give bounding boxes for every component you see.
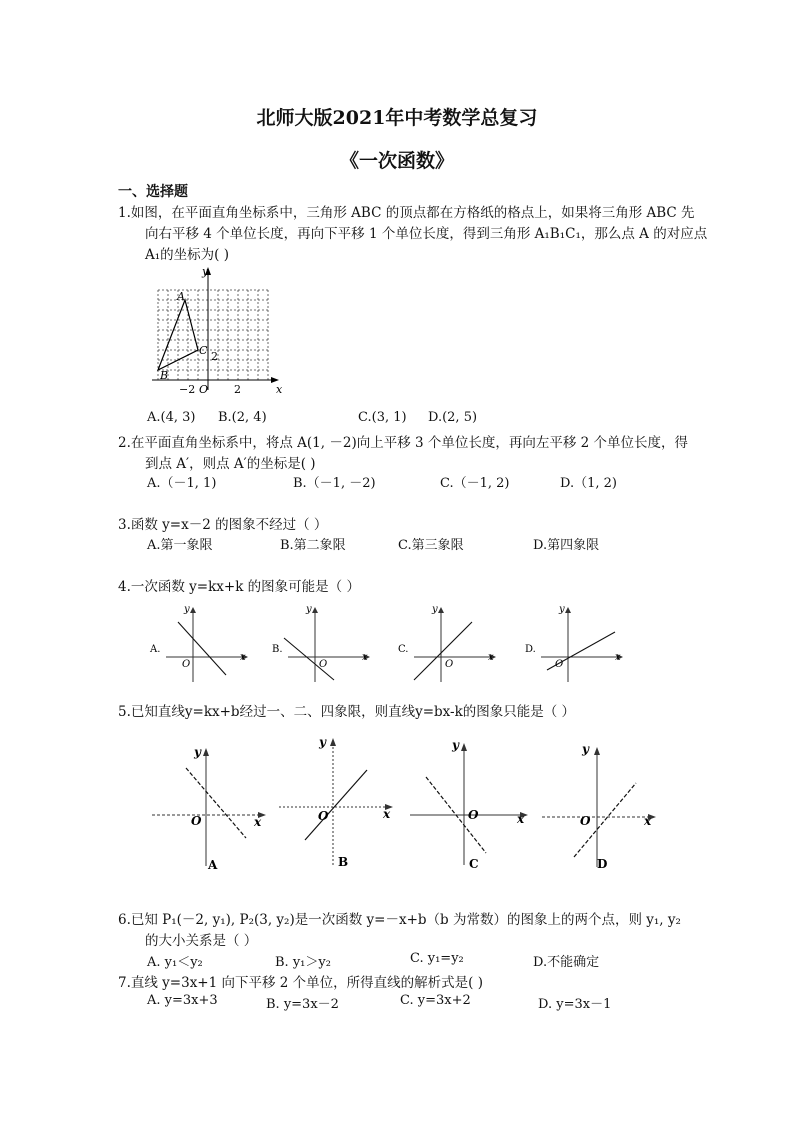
q1-text-line2: 向右平移 4 个单位长度，再向下平移 1 个单位长度，得到三角形 A₁B₁C₁，那么点 A 的对应点 [145, 226, 708, 242]
svg-text:y: y [319, 735, 326, 749]
svg-text:x: x [383, 807, 391, 821]
svg-text:y: y [582, 742, 589, 756]
q3-option-a: A.第一象限 [147, 538, 213, 553]
q2-option-a: A.（－1, 1) [147, 476, 217, 491]
q6-text-line2: 的大小关系是（ ） [145, 933, 258, 949]
q6-option-d: D.不能确定 [533, 955, 600, 970]
svg-text:x: x [488, 652, 494, 663]
svg-text:x: x [615, 652, 621, 663]
q5-graph-c-label: C [469, 857, 479, 871]
q5-graph-d-label: D [597, 857, 608, 871]
q4-graph-d-label: D. [525, 644, 536, 655]
svg-text:O: O [580, 814, 591, 828]
q4-graph-b [270, 600, 380, 688]
svg-text:y: y [452, 738, 459, 752]
q1-grid-figure [150, 262, 290, 397]
q1-point-b: B [160, 369, 169, 382]
q5-graph-a-label: A [208, 858, 218, 872]
q1-option-d: D.(2, 5) [428, 410, 478, 425]
q1-grid-lines [158, 290, 268, 380]
svg-text:x: x [362, 652, 368, 663]
q4-graph-b-label: B. [272, 644, 283, 655]
svg-text:O: O [445, 659, 454, 670]
page-subtitle: 《一次函数》 [339, 150, 454, 172]
svg-text:x: x [517, 812, 525, 826]
q5-text-line1: 5.已知直线y=kx+b经过一、二、四象限，则直线y=bx-k的图象只能是（ ） [118, 704, 576, 720]
q7-option-c: C. y=3x+2 [400, 993, 471, 1008]
q7-option-d: D. y=3x－1 [538, 997, 612, 1012]
svg-text:x: x [644, 814, 652, 828]
svg-text:y: y [432, 604, 438, 615]
q1-tick-neg2: −2 [179, 383, 196, 396]
q1-point-a: A [177, 290, 185, 303]
q1-y-label: y [202, 265, 209, 278]
svg-text:x: x [240, 652, 246, 663]
q1-tick-y2: 2 [211, 350, 218, 363]
q2-option-c: C.（－1, 2) [440, 476, 510, 491]
q5-graph-b-label: B [338, 855, 349, 869]
svg-text:O: O [318, 809, 329, 823]
section-heading: 一、选择题 [118, 184, 188, 200]
svg-text:O: O [182, 659, 191, 670]
q7-option-a: A. y=3x+3 [147, 993, 218, 1008]
q6-text-line1: 6.已知 P₁(－2, y₁), P₂(3, y₂)是一次函数 y=－x+b（b 为常数）的图象上的两个点，则 y₁, y₂ [118, 912, 681, 928]
q6-option-b: B. y₁＞y₂ [275, 955, 331, 970]
q1-text-line1: 1.如图，在平面直角坐标系中，三角形 ABC 的顶点都在方格纸的格点上，如果将三角形 ABC 先 [118, 205, 695, 221]
q4-graph-c [396, 600, 506, 688]
q4-graph-d [523, 600, 633, 688]
q5-graph-d [540, 737, 665, 875]
q3-text-line1: 3.函数 y=x－2 的图象不经过（ ） [118, 517, 328, 533]
q4-text-line1: 4.一次函数 y=kx+k 的图象可能是（ ） [118, 579, 360, 595]
q4-graph-c-line [414, 622, 472, 680]
q1-x-label: x [276, 383, 283, 396]
q1-tick-2: 2 [234, 383, 241, 396]
q7-text-line1: 7.直线 y=3x+1 向下平移 2 个单位，所得直线的解析式是( ) [118, 975, 484, 991]
q1-origin-label: O [199, 383, 209, 396]
svg-text:O: O [468, 808, 479, 822]
svg-text:y: y [184, 604, 190, 615]
svg-text:O: O [191, 814, 202, 828]
svg-text:O: O [319, 659, 328, 670]
q5-graph-b [275, 730, 400, 870]
q5-graph-a [148, 738, 273, 873]
page-title: 北师大版2021年中考数学总复习 [256, 107, 538, 129]
q4-graph-a [148, 600, 258, 688]
q2-text-line2: 到点 A′，则点 A′的坐标是( ) [145, 456, 316, 472]
q1-text-line3: A₁的坐标为( ) [145, 247, 229, 263]
q4-graph-c-label: C. [398, 644, 409, 655]
q4-graph-a-label: A. [150, 644, 161, 655]
q5-graph-b-line [305, 770, 367, 840]
q5-graph-c [406, 735, 536, 873]
svg-text:y: y [559, 604, 565, 615]
svg-text:y: y [306, 604, 312, 615]
q7-option-b: B. y=3x－2 [266, 997, 339, 1012]
q1-point-c: C [199, 344, 208, 357]
svg-text:O: O [555, 659, 564, 670]
q3-option-b: B.第二象限 [280, 538, 346, 553]
q6-option-a: A. y₁＜y₂ [147, 955, 203, 970]
q2-option-b: B.（－1, －2) [293, 476, 376, 491]
svg-text:x: x [254, 815, 262, 829]
q1-option-a: A.(4, 3) [147, 410, 196, 425]
q2-text-line1: 2.在平面直角坐标系中，将点 A(1, －2)向上平移 3 个单位长度，再向左平移 2 个单位长度，得 [118, 435, 689, 451]
q1-option-b: B.(2, 4) [218, 410, 267, 425]
q3-option-c: C.第三象限 [398, 538, 464, 553]
q3-option-d: D.第四象限 [533, 538, 600, 553]
q1-option-c: C.(3, 1) [358, 410, 407, 425]
q6-option-c: C. y₁=y₂ [410, 951, 464, 966]
q2-option-d: D.（1, 2) [560, 476, 617, 491]
svg-text:y: y [194, 745, 201, 759]
